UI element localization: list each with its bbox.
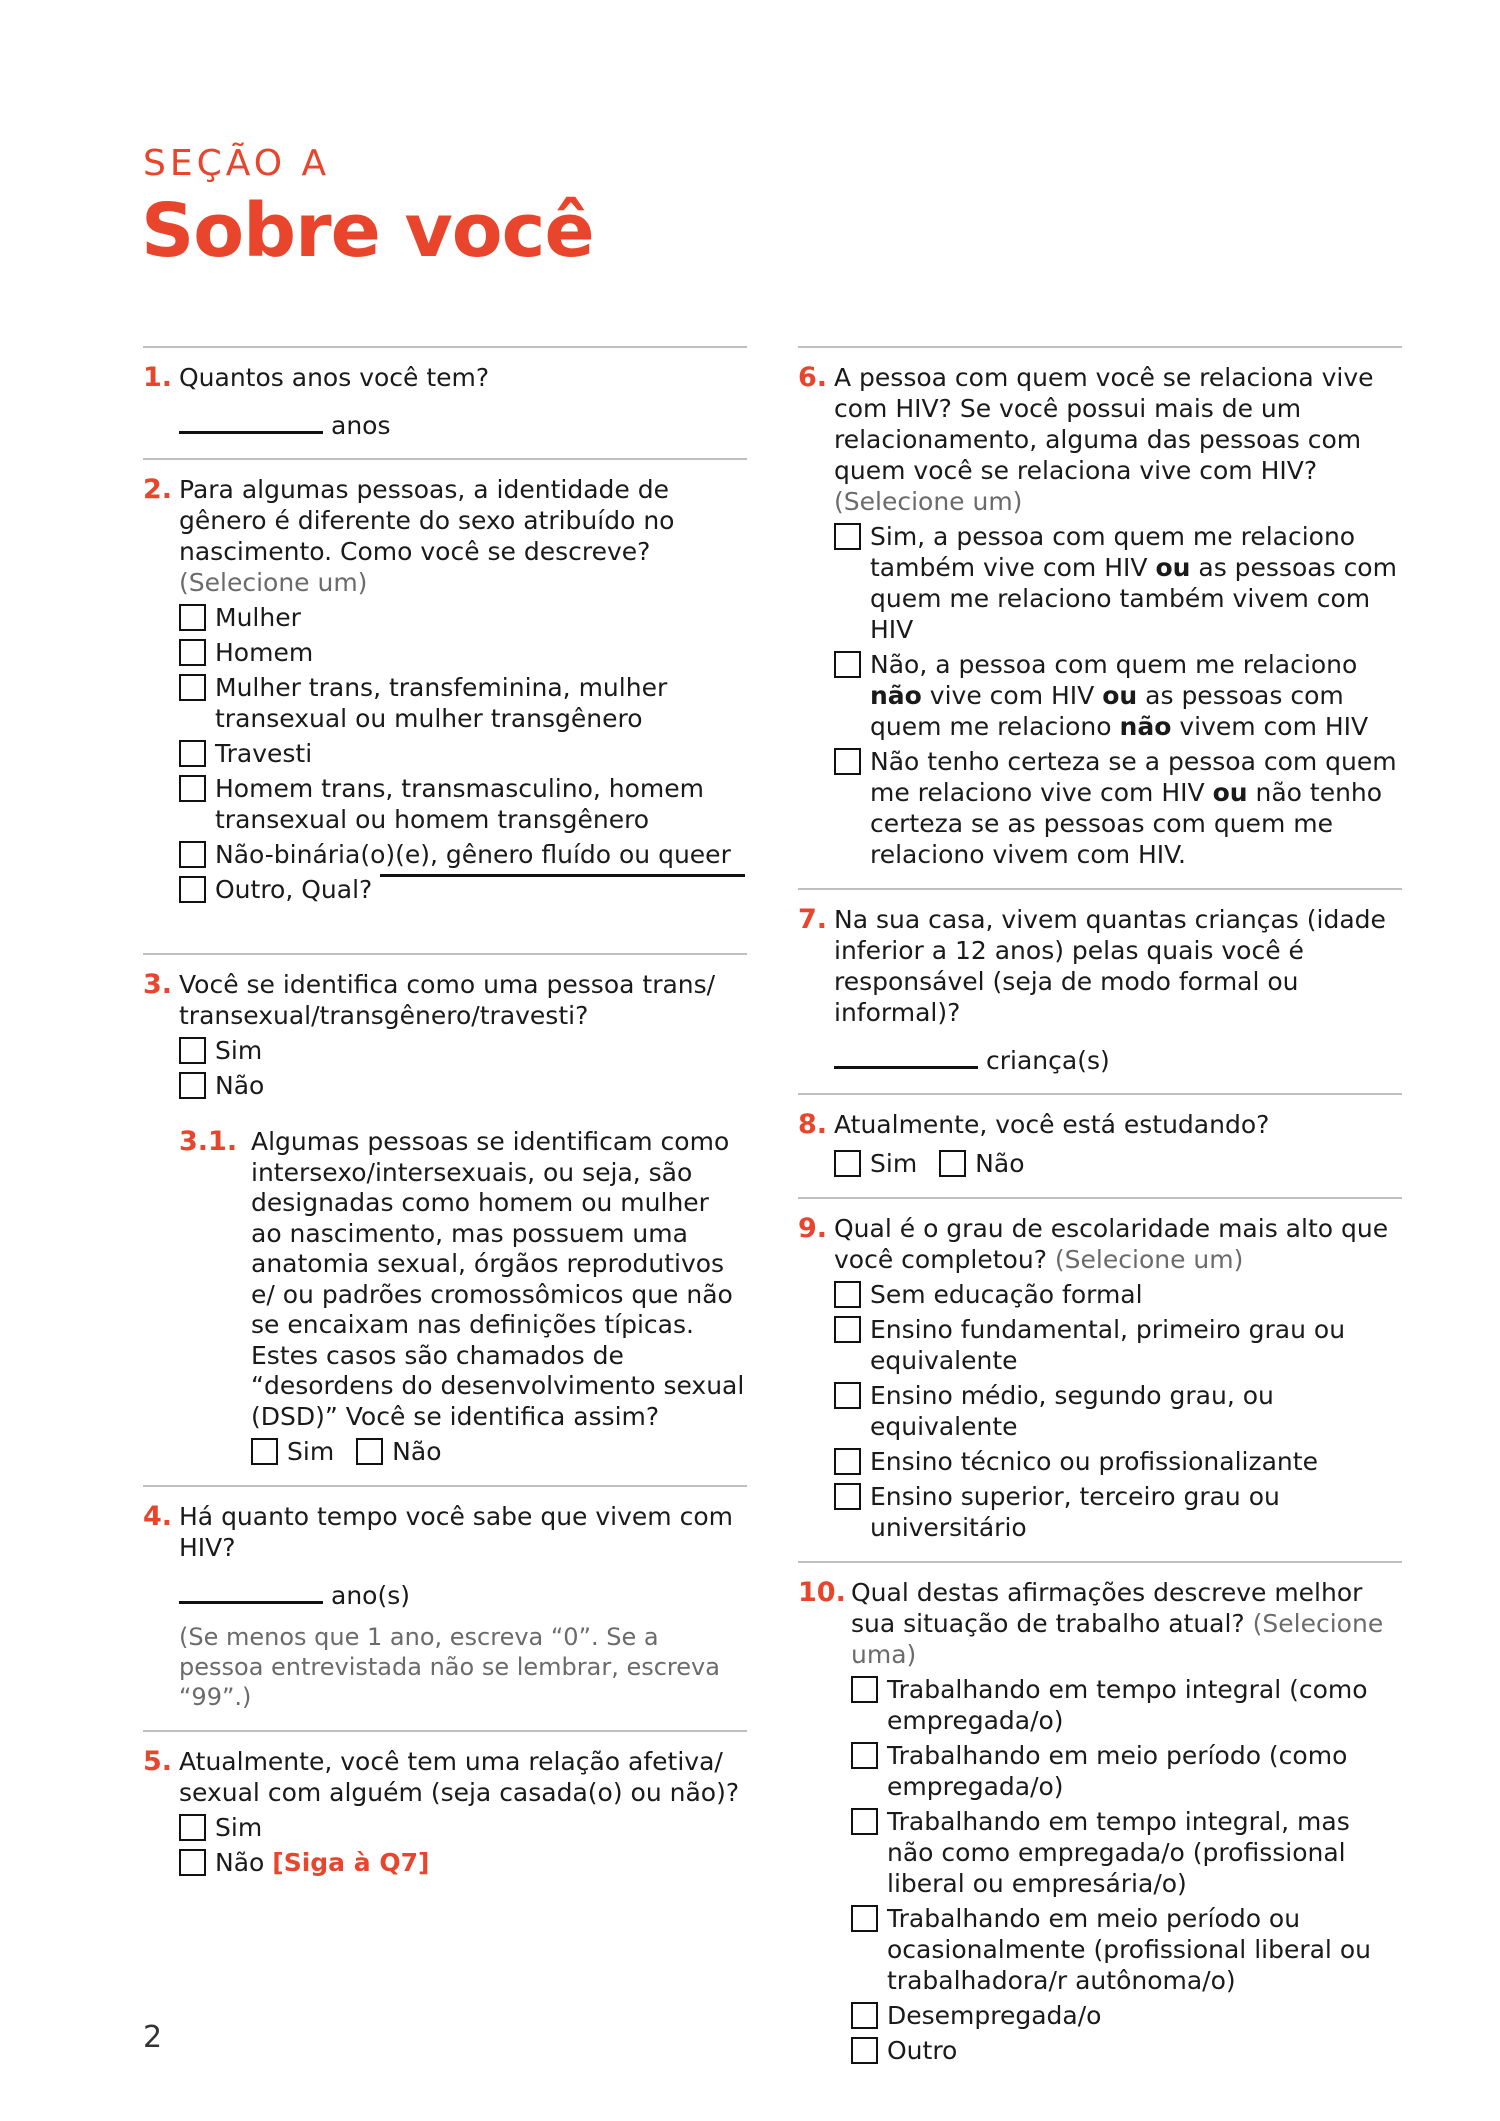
question-text: Na sua casa, vivem quantas crianças (idade inferior a 12 anos) pelas quais você é responsável (seja de modo formal ou informal)? [834,905,1386,1027]
option-label: Homem [215,638,314,667]
checkbox[interactable] [179,1037,206,1064]
checkbox[interactable] [851,2002,878,2029]
checkbox[interactable] [834,1316,861,1343]
checkbox[interactable] [834,651,861,678]
question-text: A pessoa com quem você se relaciona vive com HIV? Se você possui mais de um relacionamento, alguma das pessoas com quem você se relaciona vive com HIV? [834,363,1374,485]
option-label: Não [392,1437,442,1466]
question-number: 1. [143,362,173,393]
question-number: 10. [798,1577,846,1608]
option-label: Não, a pessoa com quem me relaciono não vive com HIV ou as pessoas com quem me relaciono não vivem com HIV [870,650,1369,741]
question-4 [143,1485,747,1730]
checkbox[interactable] [356,1438,383,1465]
question-number: 3.1. [179,1126,238,1157]
question-text: Atualmente, você tem uma relação afetiva/ sexual com alguém (seja casada(o) ou não)? [179,1747,740,1807]
option-label: Outro, Qual? [215,875,373,904]
option-label: Sim [215,1036,263,1065]
checkbox[interactable] [179,1814,206,1841]
question-number: 4. [143,1501,173,1532]
instruction-note: (Se menos que 1 ano, escreva “0”. Se a pessoa entrevistada não se lembrar, escreva “99”.) [179,1623,720,1711]
question-6 [798,346,1402,888]
question-3-1 [179,1127,747,1467]
checkbox[interactable] [179,775,206,802]
children-input-line[interactable] [834,1066,978,1069]
option-label: Sim, a pessoa com quem me relaciono também vive com HIV ou as pessoas com quem me relaciono também vivem com HIV [870,522,1397,644]
option-label: Homem trans, transmasculino, homem transexual ou homem transgênero [215,774,705,834]
question-number: 2. [143,474,173,505]
option-label: Travesti [215,739,313,768]
checkbox[interactable] [834,523,861,550]
checkbox[interactable] [179,1849,206,1876]
checkbox[interactable] [834,1281,861,1308]
option-label: Mulher [215,603,301,632]
question-text: Quantos anos você tem? [179,363,490,392]
checkbox[interactable] [834,748,861,775]
question-text: Qual é o grau de escolaridade mais alto que você completou? [834,1214,1389,1274]
question-number: 3. [143,969,173,1000]
other-input-line[interactable] [380,874,745,877]
checkbox[interactable] [851,1676,878,1703]
question-text: Algumas pessoas se identificam como intersexo/intersexuais, ou seja, são designadas como homem ou mulher ao nascimento, mas possuem uma anatomia sexual, órgãos reprodutivos e/ ou padrões cromossômicos que não se encaixam nas definições típicas. Estes casos são chamados de “desordens do desenvolvimento sexual (DSD)” Você se identifica assim? [251,1127,745,1431]
selection-hint: (Selecione um) [834,487,1023,516]
checkbox[interactable] [179,604,206,631]
option-label: Não [975,1149,1025,1178]
option-label: Sem educação formal [870,1280,1143,1309]
checkbox[interactable] [179,639,206,666]
checkbox[interactable] [179,841,206,868]
checkbox[interactable] [251,1438,278,1465]
question-text: Para algumas pessoas, a identidade de gênero é diferente do sexo atribuído no nascimento. Como você se descreve? [179,475,675,566]
unit-label: ano(s) [331,1581,410,1610]
option-label: Ensino médio, segundo grau, ou equivalente [870,1381,1274,1441]
option-label: Outro [887,2036,958,2065]
option-label: Trabalhando em tempo integral, mas não como empregada/o (profissional liberal ou empresária/o) [887,1807,1350,1898]
option-label: Ensino fundamental, primeiro grau ou equivalente [870,1315,1346,1375]
option-label: Trabalhando em tempo integral (como empregada/o) [887,1675,1368,1735]
selection-hint: (Selecione um) [1054,1245,1244,1274]
option-label: Desempregada/o [887,2001,1102,2030]
option-label: Não-binária(o)(e), gênero fluído ou queer [215,840,731,869]
option-label: Ensino superior, terceiro grau ou universitário [870,1482,1280,1542]
question-1 [143,346,747,458]
option-label: Não tenho certeza se a pessoa com quem me relaciono vive com HIV ou não tenho certeza se as pessoas com quem me relaciono vivem com HIV. [870,747,1397,869]
option-label: Ensino técnico ou profissionalizante [870,1447,1318,1476]
checkbox[interactable] [834,1448,861,1475]
checkbox[interactable] [851,1742,878,1769]
question-3 [143,953,747,1485]
checkbox[interactable] [851,1905,878,1932]
checkbox[interactable] [834,1382,861,1409]
checkbox[interactable] [834,1483,861,1510]
option-label: Trabalhando em meio período ou ocasionalmente (profissional liberal ou trabalhadora/r autônoma/o) [887,1904,1371,1995]
checkbox[interactable] [939,1150,966,1177]
selection-hint: (Selecione uma) [851,1609,1384,1669]
question-2 [143,458,747,953]
question-number: 8. [798,1109,828,1140]
option-label: Sim [215,1813,263,1842]
checkbox[interactable] [851,2037,878,2064]
section-kicker: SEÇÃO A [143,143,331,184]
question-5 [143,1730,747,1896]
question-text: Qual destas afirmações descreve melhor sua situação de trabalho atual? [851,1578,1363,1638]
checkbox[interactable] [851,1808,878,1835]
question-number: 9. [798,1213,828,1244]
question-number: 7. [798,904,828,935]
question-number: 6. [798,362,828,393]
question-7 [798,888,1402,1093]
checkbox[interactable] [179,674,206,701]
section-title: Sobre você [141,188,594,274]
question-8 [798,1093,1402,1197]
checkbox[interactable] [179,876,206,903]
question-9 [798,1197,1402,1561]
right-column [798,346,1402,2084]
skip-instruction: [Siga à Q7] [272,1848,430,1877]
question-text: Você se identifica como uma pessoa trans/ transexual/transgênero/travesti? [179,970,716,1030]
left-column [143,346,747,1896]
question-number: 5. [143,1746,173,1777]
selection-hint: (Selecione um) [179,568,368,597]
checkbox[interactable] [179,740,206,767]
question-text: Atualmente, você está estudando? [834,1110,1270,1139]
age-input-line[interactable] [179,431,323,434]
years-input-line[interactable] [179,1601,323,1604]
unit-label: anos [331,411,391,440]
option-label: Não [215,1071,265,1100]
checkbox[interactable] [834,1150,861,1177]
page-number: 2 [143,2020,163,2055]
question-text: Há quanto tempo você sabe que vivem com HIV? [179,1502,733,1562]
option-label: Trabalhando em meio período (como empregada/o) [887,1741,1348,1801]
unit-label: criança(s) [986,1046,1110,1075]
checkbox[interactable] [179,1072,206,1099]
option-label: Sim [870,1149,918,1178]
option-label: Mulher trans, transfeminina, mulher transexual ou mulher transgênero [215,673,668,733]
option-label: Sim [287,1437,335,1466]
option-label: Não [215,1848,265,1877]
question-10 [798,1561,1402,2084]
